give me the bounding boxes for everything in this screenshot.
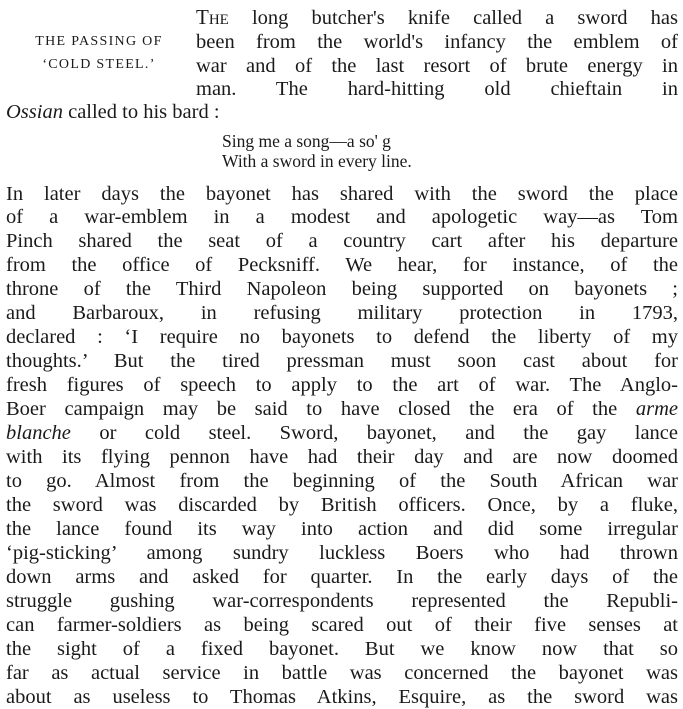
intro-italic-ossian: Ossian (6, 101, 63, 123)
intro-line-5-text: called to his bard : (62, 101, 220, 123)
intro-line-4: man. The hard-hitting old chieftain in (196, 78, 678, 100)
body-line-2: of a war-emblem in a modest and apologetic way—as Tom (6, 206, 678, 228)
sidenote-line-2: ‘COLD STEEL.’ (42, 57, 156, 72)
body-line-17: down arms and asked for quarter. In the early days of the (6, 566, 678, 588)
body-line-10 (6, 397, 678, 421)
body-line-11 (6, 421, 678, 445)
verse-line-2: With a sword in every line. (222, 151, 412, 171)
intro-line-3: war and of the last resort of brute energy in (196, 55, 678, 77)
body-line-19: can farmer-soldiers as being scared out of their five senses at (6, 614, 678, 636)
body-line-13: to go. Almost from the beginning of the South African war (6, 470, 678, 492)
body-line-20: the sight of a fixed bayonet. But we know now that so (6, 638, 678, 660)
body-line-21: far as actual service in battle was concerned the bayonet was (6, 662, 678, 684)
body-line-6: and Barbaroux, in refusing military protection in 1793, (6, 302, 678, 324)
body-line-12: with its flying pennon have had their day and are now doomed (6, 446, 678, 468)
intro-line-1-text: long butcher's knife called a sword has (251, 7, 678, 29)
intro-line-1 (196, 5, 678, 29)
body-line-5: throne of the Third Napoleon being supported on bayonets ; (6, 278, 678, 300)
body-line-11-text: or cold steel. Sword, bayonet, and the gay lance (70, 422, 678, 444)
body-line-10-text: Boer campaign may be said to have closed the era of the (6, 398, 618, 420)
body-line-14: the sword was discarded by British officers. Once, by a fluke, (6, 494, 678, 516)
body-line-3: Pinch shared the seat of a country cart after his departure (6, 230, 678, 252)
body-line-18: struggle gushing war-correspondents represented the Republi- (6, 590, 678, 612)
lead-word: The (196, 5, 229, 29)
body-line-7: declared : ‘I require no bayonets to defend the liberty of my (6, 326, 678, 348)
body-line-1: In later days the bayonet has shared with the sword the place (6, 183, 678, 205)
verse-line-1: Sing me a song—a so' g (222, 131, 391, 151)
body-line-9: fresh figures of speech to apply to the art of war. The Anglo- (6, 374, 678, 396)
body-line-15: the lance found its way into action and did some irregular (6, 518, 678, 540)
intro-line-5 (6, 100, 678, 124)
body-line-4: from the office of Pecksniff. We hear, for instance, of the (6, 254, 678, 276)
body-line-22: about as useless to Thomas Atkins, Esquire, as the sword was (6, 686, 678, 708)
body-line-8: thoughts.’ But the tired pressman must soon cast about for (6, 350, 678, 372)
sidenote-line-1: THE PASSING OF (35, 34, 163, 49)
body-line-16: ‘pig-sticking’ among sundry luckless Boers who had thrown (6, 542, 678, 564)
italic-blanche: blanche (6, 422, 71, 444)
book-page (6, 0, 678, 709)
italic-arme: arme (635, 398, 678, 420)
intro-line-2: been from the world's infancy the emblem of (196, 31, 678, 53)
